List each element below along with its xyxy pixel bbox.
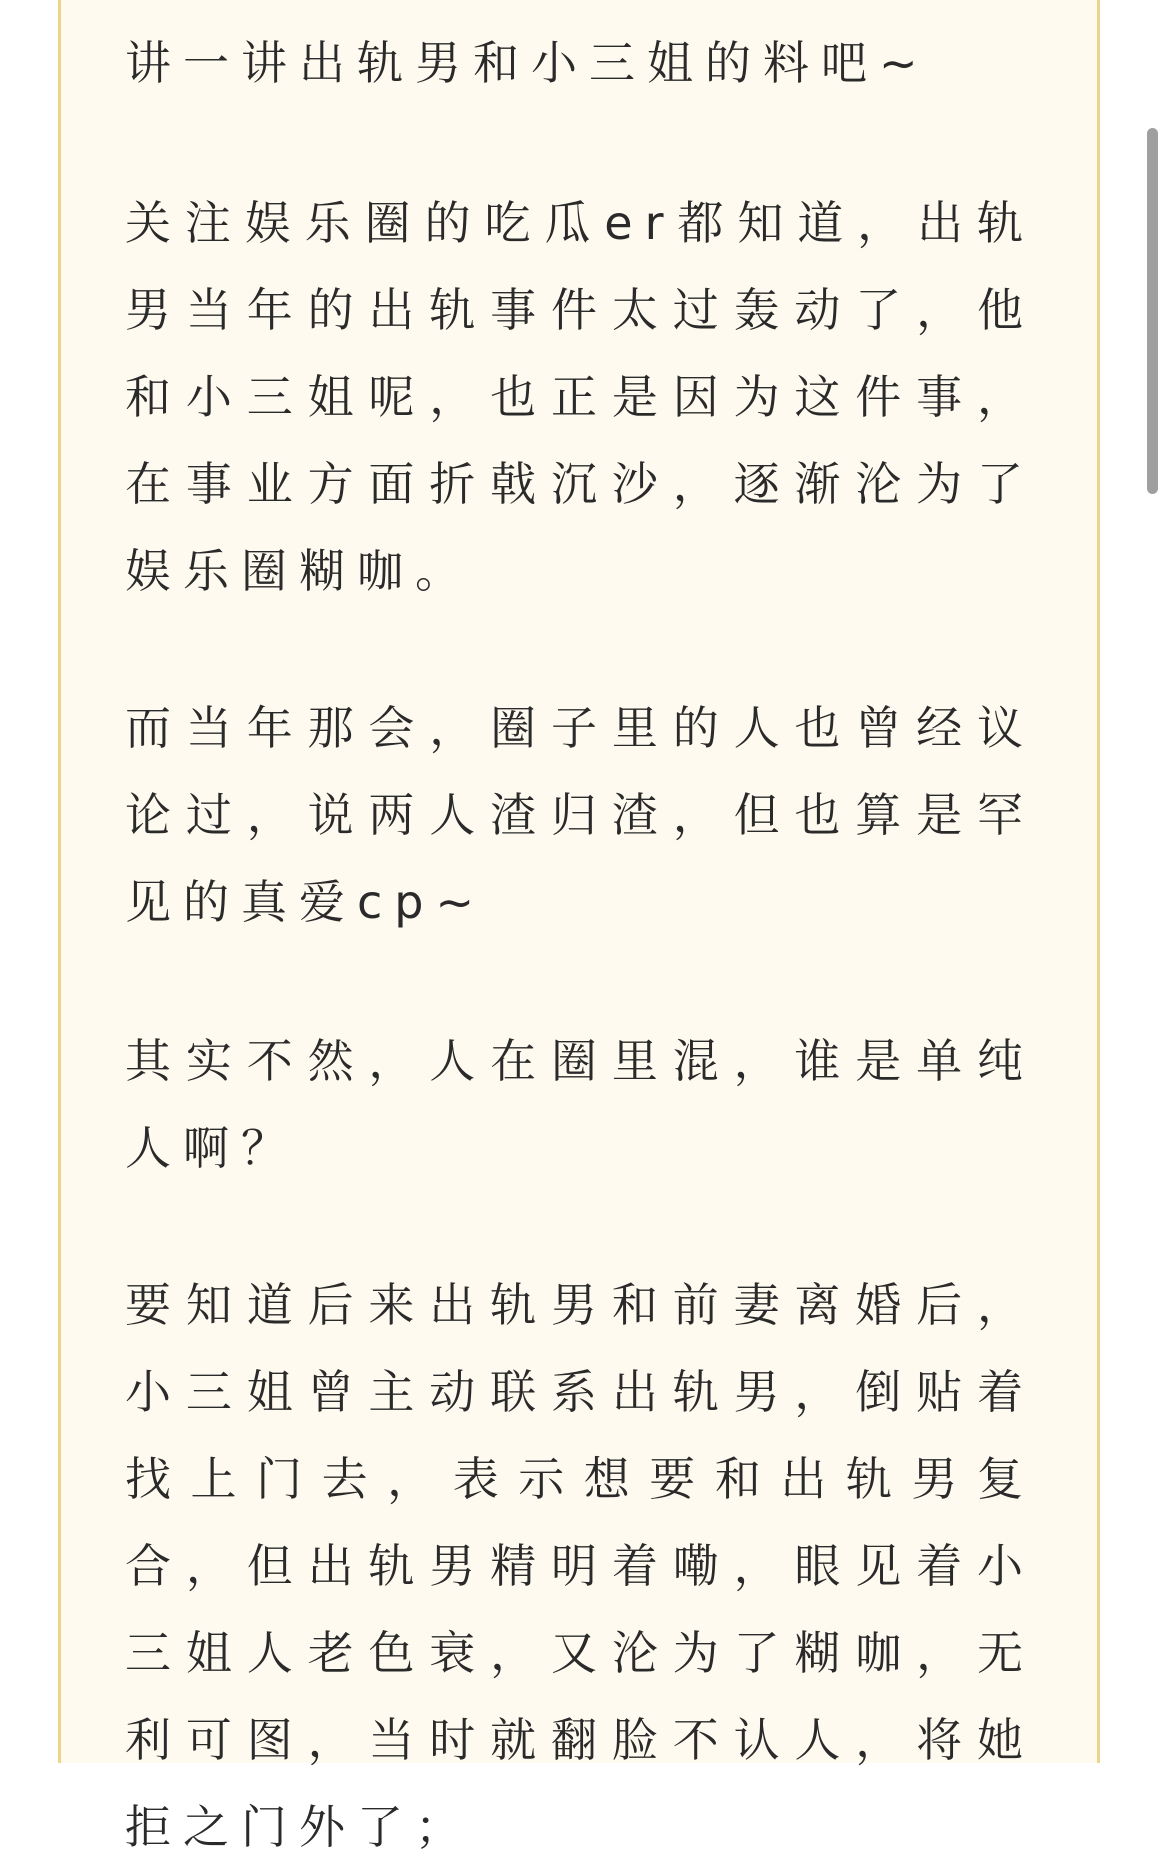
scrollbar-thumb[interactable] bbox=[1147, 128, 1158, 494]
article-paragraph-1: 讲一讲出轨男和小三姐的料吧~ bbox=[125, 36, 930, 90]
article-card bbox=[58, 0, 1100, 1854]
article-paragraph-2: 关注娱乐圈的吃瓜er都知道，出轨男当年的出轨事件太过轰动了，他和小三姐呢，也正是因为这件事，在事业方面折戟沉沙，逐渐沦为了娱乐圈糊咖。 bbox=[125, 196, 1035, 598]
vertical-scrollbar[interactable] bbox=[1146, 0, 1166, 1763]
article-paragraph-3: 而当年那会，圈子里的人也曾经议论过，说两人渣归渣，但也算是罕见的真爱cp~ bbox=[125, 701, 1035, 929]
article-paragraph-4: 其实不然，人在圈里混，谁是单纯人啊？ bbox=[125, 1034, 1035, 1175]
article-paragraph-5: 要知道后来出轨男和前妻离婚后，小三姐曾主动联系出轨男，倒贴着找上门去，表示想要和出轨男复合，但出轨男精明着嘞，眼见着小三姐人老色衰，又沦为了糊咖，无利可图，当时就翻脸不认人，将她拒之门外了； bbox=[125, 1278, 1035, 1854]
